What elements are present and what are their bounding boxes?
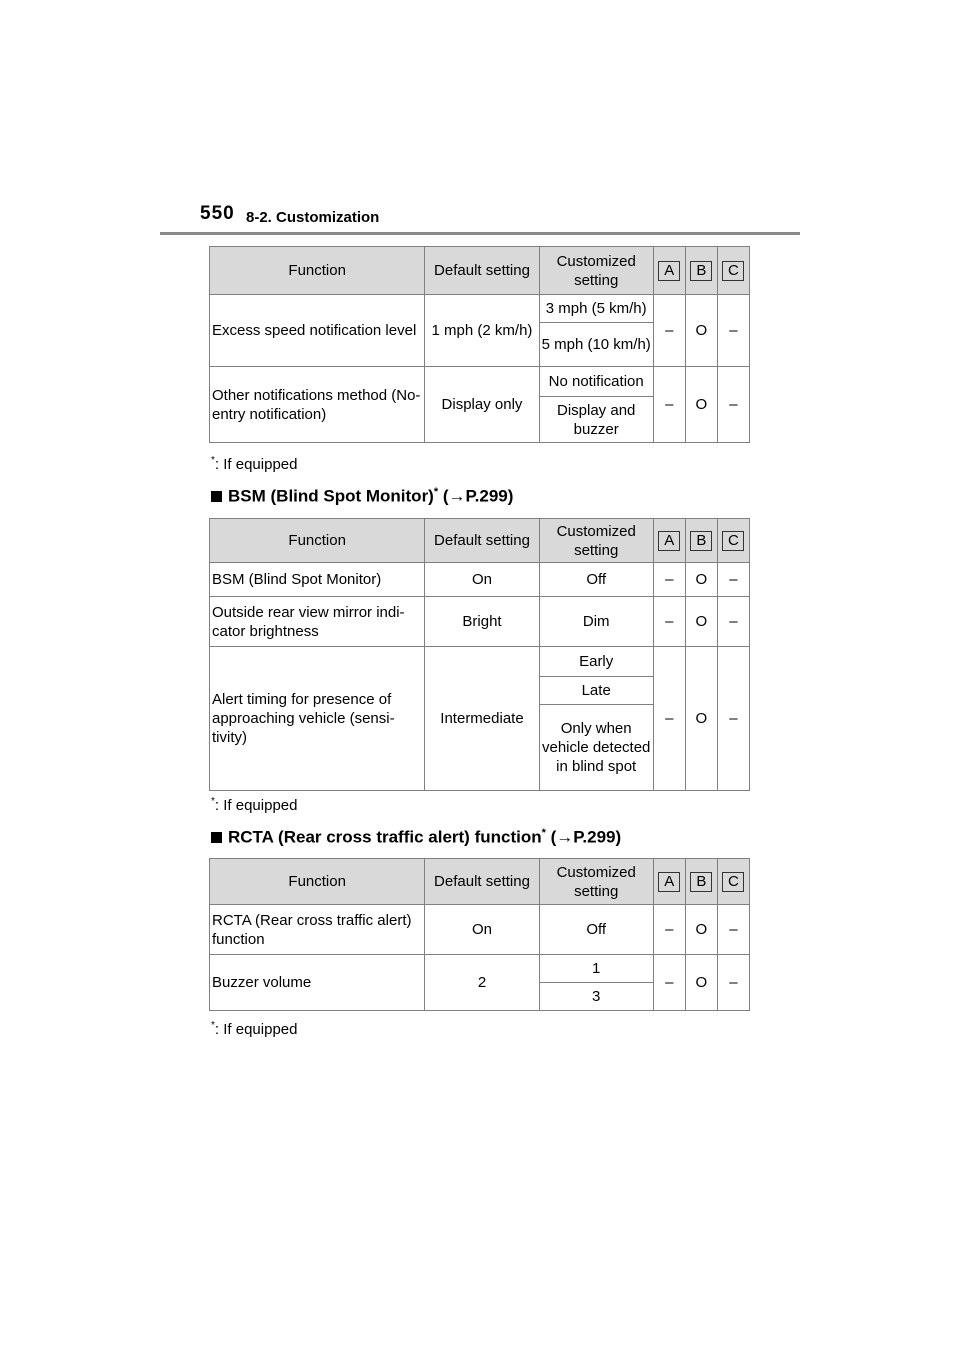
column-header-c: C bbox=[722, 261, 744, 281]
settings-table-rcta bbox=[209, 858, 750, 1011]
function-cell: Alert timing for presence of approaching vehicle (sensi-tivity) bbox=[210, 647, 425, 791]
settings-table-notifications bbox=[209, 246, 750, 443]
rcta-section-heading: RCTA (Rear cross traffic alert) function* (→P.299) bbox=[211, 827, 621, 848]
default-cell: 1 mph (2 km/h) bbox=[425, 295, 539, 367]
default-cell: On bbox=[425, 905, 539, 955]
column-header-function: Function bbox=[210, 859, 425, 905]
option-cell: Late bbox=[539, 677, 653, 705]
c-cell: – bbox=[717, 905, 749, 955]
c-cell: – bbox=[717, 563, 749, 597]
a-cell: – bbox=[653, 647, 685, 791]
column-header-b: B bbox=[690, 872, 712, 892]
footnote bbox=[211, 1020, 297, 1038]
arrow-icon: → bbox=[448, 486, 466, 506]
function-cell: Other notifications method (No-entry notification) bbox=[210, 367, 425, 443]
c-cell: – bbox=[717, 367, 749, 443]
heading-title: BSM (Blind Spot Monitor) bbox=[228, 486, 434, 506]
table-header-row bbox=[210, 519, 750, 563]
b-cell: O bbox=[685, 597, 717, 647]
column-header-b: B bbox=[690, 261, 712, 281]
function-cell: BSM (Blind Spot Monitor) bbox=[210, 563, 425, 597]
footnote-mark: * bbox=[211, 1020, 215, 1031]
b-cell: O bbox=[685, 955, 717, 1011]
function-cell: Excess speed notification level bbox=[210, 295, 425, 367]
c-cell: – bbox=[717, 647, 749, 791]
section-title: 8-2. Customization bbox=[246, 209, 380, 226]
default-cell: Bright bbox=[425, 597, 539, 647]
option-cell: Dim bbox=[539, 597, 653, 647]
column-header-customized: Customized setting bbox=[539, 859, 653, 905]
option-cell: 5 mph (10 km/h) bbox=[539, 323, 653, 367]
option-cell: 3 bbox=[539, 983, 653, 1011]
column-header-default: Default setting bbox=[425, 247, 539, 295]
page-reference-link[interactable]: P.299 bbox=[465, 486, 508, 506]
default-cell: Display only bbox=[425, 367, 539, 443]
function-cell: RCTA (Rear cross traffic alert) function bbox=[210, 905, 425, 955]
footnote-text: : If equipped bbox=[214, 1021, 298, 1038]
default-cell: 2 bbox=[425, 955, 539, 1011]
square-bullet-icon bbox=[211, 491, 222, 502]
column-header-default: Default setting bbox=[425, 519, 539, 563]
function-cell: Buzzer volume bbox=[210, 955, 425, 1011]
page-reference-link[interactable]: P.299 bbox=[573, 827, 616, 847]
table-row bbox=[210, 597, 750, 647]
function-cell: Outside rear view mirror indi-cator brightness bbox=[210, 597, 425, 647]
footnote-mark: * bbox=[541, 827, 546, 839]
b-cell: O bbox=[685, 367, 717, 443]
square-bullet-icon bbox=[211, 832, 222, 843]
column-header-a: A bbox=[658, 531, 680, 551]
table-row bbox=[210, 295, 750, 323]
footnote bbox=[211, 455, 297, 473]
footnote-mark: * bbox=[211, 796, 215, 807]
column-header-c: C bbox=[722, 872, 744, 892]
column-header-b: B bbox=[690, 531, 712, 551]
header-divider bbox=[160, 232, 800, 235]
b-cell: O bbox=[685, 647, 717, 791]
b-cell: O bbox=[685, 295, 717, 367]
table-header-row bbox=[210, 247, 750, 295]
arrow-icon: → bbox=[556, 827, 574, 847]
c-cell: – bbox=[717, 295, 749, 367]
heading-title: RCTA (Rear cross traffic alert) function bbox=[228, 827, 542, 847]
table-row bbox=[210, 563, 750, 597]
a-cell: – bbox=[653, 955, 685, 1011]
column-header-customized: Customized setting bbox=[539, 247, 653, 295]
a-cell: – bbox=[653, 563, 685, 597]
footnote-mark: * bbox=[433, 486, 439, 498]
footnote bbox=[211, 796, 297, 814]
option-cell: 3 mph (5 km/h) bbox=[539, 295, 653, 323]
bsm-section-heading: BSM (Blind Spot Monitor)* (→P.299) bbox=[211, 486, 513, 507]
option-cell: Early bbox=[539, 647, 653, 677]
option-cell: Off bbox=[539, 905, 653, 955]
c-cell: – bbox=[717, 955, 749, 1011]
a-cell: – bbox=[653, 367, 685, 443]
option-cell: 1 bbox=[539, 955, 653, 983]
option-cell: Only when vehicle detected in blind spot bbox=[539, 705, 653, 791]
default-cell: Intermediate bbox=[425, 647, 539, 791]
a-cell: – bbox=[653, 905, 685, 955]
option-cell: Display and buzzer bbox=[539, 397, 653, 443]
page-header bbox=[0, 0, 960, 240]
a-cell: – bbox=[653, 597, 685, 647]
b-cell: O bbox=[685, 905, 717, 955]
c-cell: – bbox=[717, 597, 749, 647]
column-header-function: Function bbox=[210, 247, 425, 295]
footnote-mark: * bbox=[211, 455, 215, 466]
table-header-row bbox=[210, 859, 750, 905]
column-header-a: A bbox=[658, 261, 680, 281]
b-cell: O bbox=[685, 563, 717, 597]
settings-table-bsm bbox=[209, 518, 750, 791]
column-header-a: A bbox=[658, 872, 680, 892]
table-row bbox=[210, 647, 750, 677]
column-header-default: Default setting bbox=[425, 859, 539, 905]
table-row bbox=[210, 905, 750, 955]
default-cell: On bbox=[425, 563, 539, 597]
a-cell: – bbox=[653, 295, 685, 367]
option-cell: Off bbox=[539, 563, 653, 597]
column-header-function: Function bbox=[210, 519, 425, 563]
option-cell: No notification bbox=[539, 367, 653, 397]
column-header-c: C bbox=[722, 531, 744, 551]
footnote-text: : If equipped bbox=[214, 797, 298, 814]
footnote-text: : If equipped bbox=[214, 456, 298, 473]
table-row bbox=[210, 955, 750, 983]
page-number: 550 bbox=[200, 203, 235, 224]
table-row bbox=[210, 367, 750, 397]
column-header-customized: Customized setting bbox=[539, 519, 653, 563]
